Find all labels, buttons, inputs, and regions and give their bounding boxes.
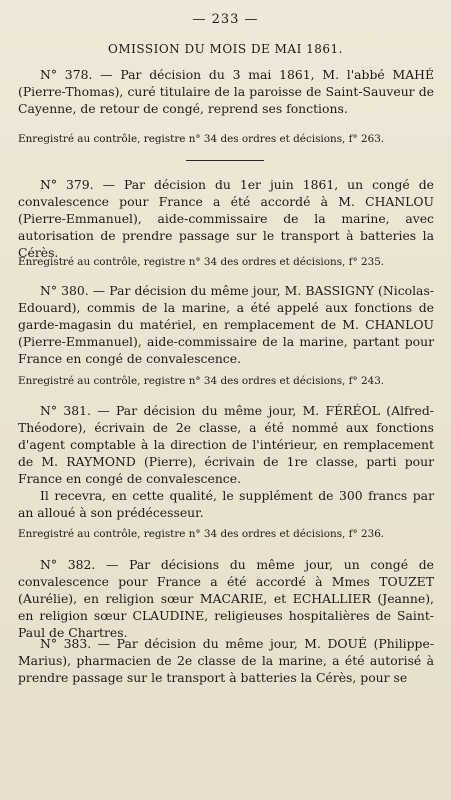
entry-378: N° 378. — Par décision du 3 mai 1861, M. l'abbé MAHÉ (Pierre-Thomas), curé titulaire de la paroisse de Saint-Sauveur de Cayenne, de retour de congé, reprend ses fonctions.: [18, 67, 434, 116]
section-title: OMISSION DU MOIS DE MAI 1861.: [108, 42, 343, 56]
entry-383: N° 383. — Par décision du même jour, M. DOUÉ (Philippe-Marius), pharmacien de 2e classe de la marine, a été autorisé à prendre passage sur le transport à batteries la Cérès, pour se: [18, 636, 434, 685]
separator-rule: [186, 160, 264, 161]
entry-382: N° 382. — Par décisions du même jour, un congé de convalescence pour France a été accordé à Mmes TOUZET (Aurélie), en religion sœur MACARIE, et ECHALLIER (Jeanne), en religion sœur CLAUDINE, religieuses hospitalières de Saint-Paul de Chartres.: [18, 557, 434, 640]
registration-379: Enregistré au contrôle, registre n° 34 des ordres et décisions, f° 235.: [18, 256, 385, 268]
entry-379: N° 379. — Par décision du 1er juin 1861, un congé de convalescence pour France a été accordé à M. CHANLOU (Pierre-Emmanuel), aide-commissaire de la marine, avec autorisation de prendre passage sur le transport à batteries la Cérès.: [18, 177, 434, 260]
entry-381: N° 381. — Par décision du même jour, M. FÉRÉOL (Alfred-Théodore), écrivain de 2e classe, a été nommé aux fonctions d'agent comptable à la direction de l'intérieur, en remplacement de M. RAYMOND (Pierre), écrivain de 1re classe, parti pour France en congé de convalescence.: [18, 403, 434, 486]
entry-380: N° 380. — Par décision du même jour, M. BASSIGNY (Nicolas-Edouard), commis de la marine, a été appelé aux fonctions de garde-magasin du matériel, en remplacement de M. CHANLOU (Pierre-Emmanuel), aide-commissaire de la marine, partant pour France en congé de convalescence.: [18, 283, 434, 366]
registration-380: Enregistré au contrôle, registre n° 34 des ordres et décisions, f° 243.: [18, 375, 385, 387]
registration-381: Enregistré au contrôle, registre n° 34 des ordres et décisions, f° 236.: [18, 528, 385, 540]
registration-378: Enregistré au contrôle, registre n° 34 des ordres et décisions, f° 263.: [18, 133, 385, 145]
page-number: — 233 —: [192, 12, 259, 27]
entry-381-supplement: Il recevra, en cette qualité, le supplément de 300 francs par an alloué à son prédécesseur.: [18, 488, 434, 520]
